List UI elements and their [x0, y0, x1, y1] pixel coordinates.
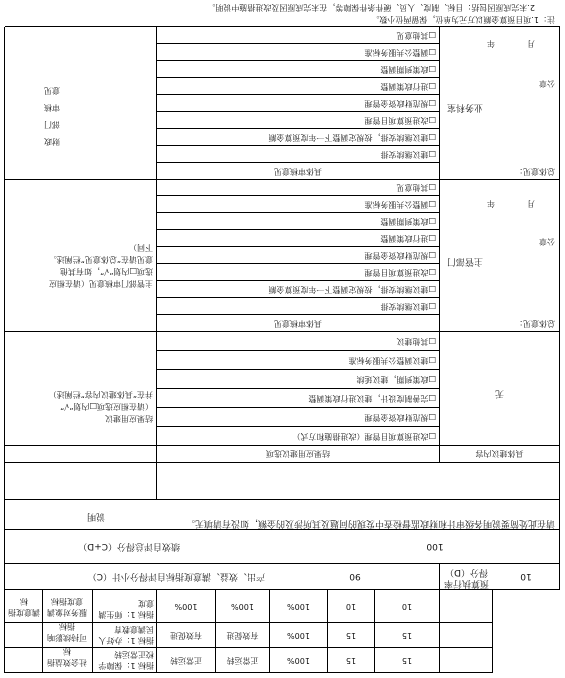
finance-review-label-line: 部门: [44, 120, 60, 129]
dept-review-label-line: 下同）: [129, 243, 153, 252]
finance-overall-header: 总体意见：: [515, 167, 555, 176]
subtotal-d-value: 10: [520, 571, 532, 581]
finance-option[interactable]: □改进预算项目管理: [364, 116, 436, 125]
score-weight: 10: [345, 602, 357, 611]
finance-option[interactable]: □其他意见: [396, 31, 436, 40]
footnote: 2.未完成原因包括：目标、制度、人员、硬件条件保障等，在未完成原因及改进措施中说明。: [207, 3, 535, 12]
target-value: 有效促进: [170, 631, 202, 640]
suggestion-content-header: 具体建议内容: [475, 449, 524, 458]
weight-value: 100%: [287, 602, 310, 611]
total-score-value: 100: [426, 541, 444, 551]
actual-value: 正常运转: [226, 656, 259, 665]
suggestion-option[interactable]: □其他建议: [396, 337, 436, 346]
suggestion-option[interactable]: □改进预算项目管理（改进措施和方式）: [292, 432, 436, 441]
suggestion-option[interactable]: □政策到期，建议延续: [356, 375, 436, 384]
explanation-text: 请在此处简要说明各级审计和财政监督检查中发现的问题及其所涉及的金额，如没有请填无。: [185, 518, 555, 528]
suggestion-label-line: （请在相应选项□内划“√”: [60, 402, 153, 411]
level2-indicator: 指标 1：办好人民满意教育: [98, 625, 154, 645]
dept-review-label-line: 主管部门审核意见（请在相应: [49, 279, 153, 288]
score-value: 15: [401, 656, 413, 665]
explanation-label: 说明: [86, 511, 105, 521]
footnote: 注：1.项目预算金额以万元为单位，保留两位小数。: [371, 15, 555, 24]
dept-option[interactable]: □调整公共服务标准: [364, 200, 436, 209]
finance-option[interactable]: □规范财政资金管理: [364, 99, 436, 108]
finance-review-label-line: 意见: [44, 86, 60, 95]
level2-indicator: 指标 1：保障学校正常运转: [98, 650, 154, 670]
suggestion-options-header: 结果应用建议选项: [266, 449, 330, 458]
finance-options-header: 具体审核意见: [274, 167, 322, 176]
suggestion-option[interactable]: □完善制度设计，建议进行政策调整: [308, 394, 436, 403]
suggestion-option[interactable]: □规范财政资金管理: [364, 413, 436, 422]
actual-value: 100%: [231, 602, 254, 611]
finance-option[interactable]: □调整公共服务标准: [364, 48, 436, 57]
target-value: 100%: [174, 602, 198, 611]
dept-review-label-line: 意见请在“总体意见”栏阐述。: [48, 255, 153, 264]
dept-option[interactable]: □建议继续安排: [380, 302, 436, 311]
score-weight: 15: [345, 656, 357, 665]
suggestion-option[interactable]: □建议调整公共服务标准: [348, 356, 436, 365]
level1-indicator: 社会效益指标: [47, 647, 87, 667]
dept-option[interactable]: □建议继续安排，按规定调整下一年度预算金额: [268, 285, 436, 294]
suggestion-content: 无: [495, 388, 505, 398]
finance-option[interactable]: □建议继续安排，按规定调整下一年度预算金额: [268, 133, 436, 142]
subtotal-c-label: 产出、效益、满意度指标自评得分小计（C）: [87, 571, 265, 581]
dept-overall-header: 总体意见：: [515, 319, 555, 328]
dept-seal: 公章: [539, 237, 555, 246]
dept-month: 月: [527, 199, 535, 208]
finance-month: 月: [527, 39, 535, 48]
level1-indicator: 服务对象满意度指标: [47, 597, 87, 617]
finance-year: 年: [487, 39, 495, 48]
score-weight: 15: [345, 631, 357, 640]
dept-options-header: 具体审核意见: [274, 319, 322, 328]
subtotal-d-label: 预算执行率得分（D）: [444, 567, 490, 588]
finance-option[interactable]: □进行政策调整: [380, 82, 436, 91]
weight-value: 100%: [287, 656, 310, 665]
finance-option[interactable]: □建议继续安排: [380, 150, 436, 159]
dept-option[interactable]: □其他意见: [396, 183, 436, 192]
dept-signature: 主管部门: [446, 256, 483, 266]
level1-indicator: 可持续影响指标: [47, 622, 87, 642]
actual-value: 有效促进: [226, 631, 259, 640]
dept-option[interactable]: □改进预算项目管理: [364, 268, 436, 277]
finance-review-label-line: 财政: [44, 137, 60, 146]
dept-option[interactable]: □规范财政资金管理: [364, 251, 436, 260]
target-value: 正常运转: [170, 656, 202, 665]
finance-signature: 业务科室: [446, 102, 483, 112]
suggestion-label-line: 并在“具体建议内容”栏阐述）: [48, 390, 153, 399]
dept-option[interactable]: □政策到期调整: [380, 217, 436, 226]
finance-option[interactable]: □政策到期调整: [380, 65, 436, 74]
score-value: 15: [401, 631, 413, 640]
dept-review-label-line: 选项□内划“√”，如有其他: [60, 267, 153, 276]
dept-year: 年: [487, 199, 495, 208]
score-value: 10: [401, 602, 413, 611]
level1-category: 满意度指标: [8, 597, 40, 617]
dept-option[interactable]: □进行政策调整: [380, 234, 436, 243]
level2-indicator: 指标 1：师生满意度: [98, 599, 154, 619]
finance-seal: 公章: [539, 79, 555, 88]
finance-review-label-line: 审核: [44, 103, 60, 112]
subtotal-c-value: 90: [349, 571, 361, 581]
weight-value: 100%: [287, 631, 310, 640]
suggestion-label-line: 结果应用建议: [105, 414, 153, 423]
total-score-label: 绩效自评总得分（C+D）: [78, 541, 180, 551]
